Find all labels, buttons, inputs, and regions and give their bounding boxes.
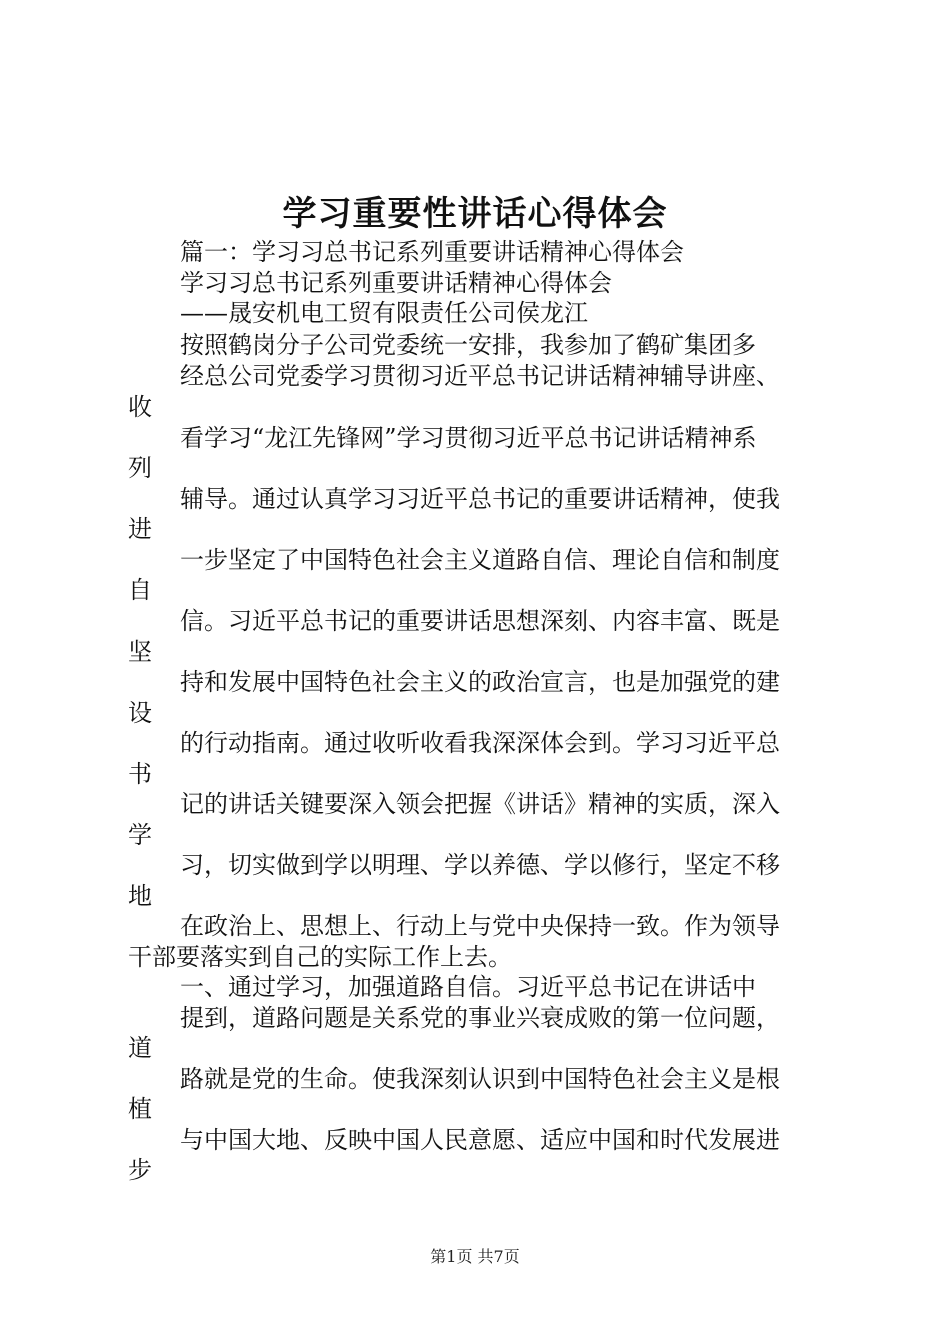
- text-line: 设: [128, 699, 152, 727]
- text-line: 的行动指南。通过收听收看我深深体会到。学习习近平总: [180, 729, 780, 757]
- text-line: 学: [128, 821, 152, 849]
- text-line: 收: [128, 393, 152, 421]
- text-line: 自: [128, 576, 152, 604]
- page-footer: 第1页 共7页: [430, 1247, 520, 1266]
- text-line: 篇一：学习习总书记系列重要讲话精神心得体会: [180, 238, 684, 266]
- text-line: 按照鹤岗分子公司党委统一安排，我参加了鹤矿集团多: [180, 331, 756, 359]
- text-line: 与中国大地、反映中国人民意愿、适应中国和时代发展进: [180, 1126, 780, 1154]
- text-line: 道: [128, 1034, 152, 1062]
- text-line: 持和发展中国特色社会主义的政治宣言，也是加强党的建: [180, 668, 780, 696]
- text-line: 在政治上、思想上、行动上与党中央保持一致。作为领导: [180, 912, 780, 940]
- text-line: 路就是党的生命。使我深刻认识到中国特色社会主义是根: [180, 1065, 780, 1093]
- text-line: 步: [128, 1156, 152, 1184]
- text-line: 干部要落实到自己的实际工作上去。: [128, 943, 512, 971]
- text-line: 进: [128, 515, 152, 543]
- text-line: 地: [128, 882, 152, 910]
- text-line: 经总公司党委学习贯彻习近平总书记讲话精神辅导讲座、: [180, 362, 780, 390]
- text-line: 提到，道路问题是关系党的事业兴衰成败的第一位问题，: [180, 1004, 780, 1032]
- text-line: 列: [128, 454, 152, 482]
- text-line: 一、通过学习，加强道路自信。习近平总书记在讲话中: [180, 973, 756, 1001]
- text-line: 一步坚定了中国特色社会主义道路自信、理论自信和制度: [180, 546, 780, 574]
- text-line: 学习习总书记系列重要讲话精神心得体会: [180, 269, 612, 297]
- text-line: 书: [128, 760, 152, 788]
- text-line: 辅导。通过认真学习习近平总书记的重要讲话精神，使我: [180, 485, 780, 513]
- text-line: 坚: [128, 638, 152, 666]
- document-title: 学习重要性讲话心得体会: [282, 194, 668, 234]
- text-line: 植: [128, 1095, 152, 1123]
- text-line: 看学习“龙江先锋网”学习贯彻习近平总书记讲话精神系: [180, 424, 757, 452]
- text-line: 记的讲话关键要深入领会把握《讲话》精神的实质，深入: [180, 790, 780, 818]
- text-line: 信。习近平总书记的重要讲话思想深刻、内容丰富、既是: [180, 607, 780, 635]
- text-line: 习，切实做到学以明理、学以养德、学以修行，坚定不移: [180, 851, 780, 879]
- text-line: ——晟安机电工贸有限责任公司侯龙江: [180, 299, 588, 327]
